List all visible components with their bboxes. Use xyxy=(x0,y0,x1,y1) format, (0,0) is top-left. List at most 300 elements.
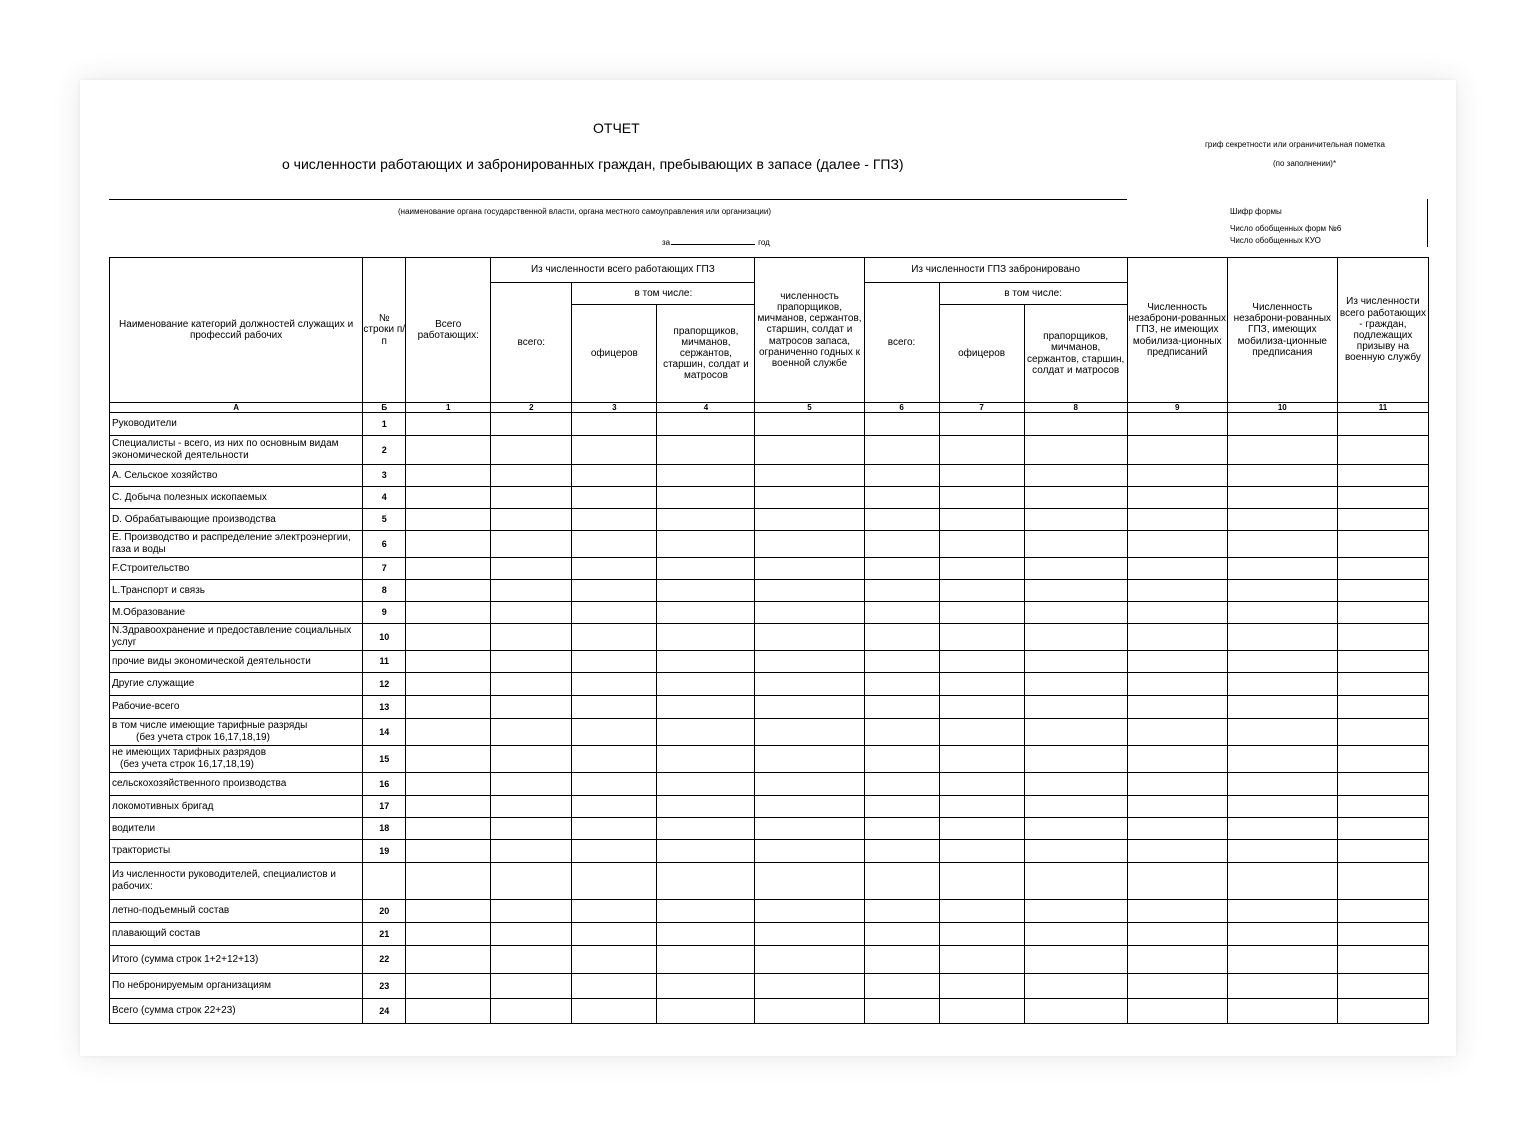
data-cell[interactable] xyxy=(491,818,572,840)
data-cell[interactable] xyxy=(755,413,864,436)
period-year-field[interactable] xyxy=(671,236,755,245)
data-cell[interactable] xyxy=(1337,487,1428,509)
data-cell[interactable] xyxy=(1127,863,1227,900)
data-cell[interactable] xyxy=(1227,651,1337,673)
row-label xyxy=(110,465,363,487)
data-cell[interactable] xyxy=(491,673,572,696)
data-cell[interactable] xyxy=(1227,900,1337,923)
data-cell[interactable] xyxy=(1024,796,1127,818)
data-cell[interactable] xyxy=(572,487,657,509)
data-cell[interactable] xyxy=(657,436,755,465)
data-cell[interactable] xyxy=(864,602,939,624)
data-cell[interactable] xyxy=(491,719,572,746)
data-cell[interactable] xyxy=(1024,900,1127,923)
data-cell[interactable] xyxy=(1024,509,1127,531)
data-cell[interactable] xyxy=(1127,818,1227,840)
data-cell[interactable] xyxy=(755,531,864,558)
data-cell[interactable] xyxy=(1227,946,1337,974)
data-cell[interactable] xyxy=(1227,436,1337,465)
data-cell[interactable] xyxy=(406,796,491,818)
col-header-row-no: № строки п/п xyxy=(363,258,406,403)
data-cell[interactable] xyxy=(572,796,657,818)
data-cell[interactable] xyxy=(755,719,864,746)
data-cell[interactable] xyxy=(406,818,491,840)
data-cell[interactable] xyxy=(1227,773,1337,796)
data-cell[interactable] xyxy=(406,436,491,465)
data-cell[interactable] xyxy=(406,413,491,436)
data-cell[interactable] xyxy=(491,602,572,624)
data-cell[interactable] xyxy=(491,946,572,974)
data-cell[interactable] xyxy=(939,413,1024,436)
data-cell[interactable] xyxy=(755,436,864,465)
data-cell[interactable] xyxy=(1024,818,1127,840)
data-cell[interactable] xyxy=(491,436,572,465)
data-cell[interactable] xyxy=(572,719,657,746)
data-cell[interactable] xyxy=(1024,487,1127,509)
data-cell[interactable] xyxy=(864,673,939,696)
row-label-text: сельскохозяйственного производства xyxy=(112,778,287,789)
data-cell[interactable] xyxy=(755,818,864,840)
data-cell[interactable] xyxy=(864,946,939,974)
data-cell[interactable] xyxy=(939,651,1024,673)
data-cell[interactable] xyxy=(1337,436,1428,465)
data-cell[interactable] xyxy=(755,746,864,773)
data-cell[interactable] xyxy=(406,696,491,719)
data-cell[interactable] xyxy=(572,746,657,773)
data-cell[interactable] xyxy=(657,509,755,531)
data-cell[interactable] xyxy=(572,651,657,673)
data-cell[interactable] xyxy=(491,413,572,436)
data-cell[interactable] xyxy=(1127,673,1227,696)
data-cell[interactable] xyxy=(1337,818,1428,840)
data-cell[interactable] xyxy=(1024,974,1127,999)
data-cell[interactable] xyxy=(939,531,1024,558)
data-cell[interactable] xyxy=(572,946,657,974)
data-cell[interactable] xyxy=(1337,999,1428,1024)
data-cell[interactable] xyxy=(1127,974,1227,999)
data-cell[interactable] xyxy=(406,602,491,624)
data-cell[interactable] xyxy=(755,773,864,796)
data-cell[interactable] xyxy=(755,651,864,673)
data-cell[interactable] xyxy=(939,673,1024,696)
data-cell[interactable] xyxy=(491,558,572,580)
data-cell[interactable] xyxy=(1227,863,1337,900)
data-cell[interactable] xyxy=(1024,651,1127,673)
data-cell[interactable] xyxy=(864,796,939,818)
data-cell[interactable] xyxy=(572,923,657,946)
data-cell[interactable] xyxy=(864,580,939,602)
data-cell[interactable] xyxy=(1337,413,1428,436)
data-cell[interactable] xyxy=(755,923,864,946)
data-cell[interactable] xyxy=(755,900,864,923)
data-cell[interactable] xyxy=(406,999,491,1024)
data-cell[interactable] xyxy=(657,923,755,946)
data-cell[interactable] xyxy=(1127,923,1227,946)
data-cell[interactable] xyxy=(406,673,491,696)
data-cell[interactable] xyxy=(491,651,572,673)
data-cell[interactable] xyxy=(1337,719,1428,746)
data-cell[interactable] xyxy=(491,531,572,558)
data-cell[interactable] xyxy=(406,651,491,673)
col-header-total-workers: Всего работающих: xyxy=(406,258,491,403)
data-cell[interactable] xyxy=(864,974,939,999)
data-cell[interactable] xyxy=(755,602,864,624)
data-cell[interactable] xyxy=(657,602,755,624)
data-cell[interactable] xyxy=(939,602,1024,624)
data-cell[interactable] xyxy=(572,900,657,923)
data-cell[interactable] xyxy=(657,999,755,1024)
data-cell[interactable] xyxy=(864,863,939,900)
data-cell[interactable] xyxy=(572,436,657,465)
data-cell[interactable] xyxy=(1227,974,1337,999)
data-cell[interactable] xyxy=(1127,999,1227,1024)
row-number: 5 xyxy=(363,509,406,531)
data-cell[interactable] xyxy=(572,580,657,602)
data-cell[interactable] xyxy=(657,974,755,999)
data-cell[interactable] xyxy=(572,624,657,651)
table-row xyxy=(110,900,1429,923)
data-cell[interactable] xyxy=(406,531,491,558)
data-cell[interactable] xyxy=(572,531,657,558)
data-cell[interactable] xyxy=(572,558,657,580)
data-cell[interactable] xyxy=(1024,673,1127,696)
data-cell[interactable] xyxy=(406,558,491,580)
data-cell[interactable] xyxy=(1227,818,1337,840)
data-cell[interactable] xyxy=(572,773,657,796)
row-number: 6 xyxy=(363,531,406,558)
row-label xyxy=(110,696,363,719)
data-cell[interactable] xyxy=(1127,509,1227,531)
data-cell[interactable] xyxy=(1024,531,1127,558)
data-cell[interactable] xyxy=(491,509,572,531)
data-cell[interactable] xyxy=(1337,863,1428,900)
data-cell[interactable] xyxy=(939,946,1024,974)
data-cell[interactable] xyxy=(1127,580,1227,602)
data-cell[interactable] xyxy=(657,840,755,863)
data-cell[interactable] xyxy=(1127,796,1227,818)
row-label-text: Специалисты - всего, из них по основным видам экономической деятельности xyxy=(112,438,339,461)
data-cell[interactable] xyxy=(657,900,755,923)
data-cell[interactable] xyxy=(939,974,1024,999)
data-cell[interactable] xyxy=(491,696,572,719)
data-cell[interactable] xyxy=(406,773,491,796)
data-cell[interactable] xyxy=(572,999,657,1024)
data-cell[interactable] xyxy=(864,840,939,863)
data-cell[interactable] xyxy=(657,773,755,796)
data-cell[interactable] xyxy=(572,863,657,900)
data-cell[interactable] xyxy=(1337,558,1428,580)
data-cell[interactable] xyxy=(1024,465,1127,487)
data-cell[interactable] xyxy=(1024,923,1127,946)
data-cell[interactable] xyxy=(1024,558,1127,580)
data-cell[interactable] xyxy=(1127,651,1227,673)
row-label xyxy=(110,946,363,974)
data-cell[interactable] xyxy=(1127,465,1227,487)
data-cell[interactable] xyxy=(1227,558,1337,580)
data-cell[interactable] xyxy=(864,624,939,651)
data-cell[interactable] xyxy=(1337,673,1428,696)
data-cell[interactable] xyxy=(1024,602,1127,624)
data-cell[interactable] xyxy=(1024,746,1127,773)
data-cell[interactable] xyxy=(755,509,864,531)
data-cell[interactable] xyxy=(1337,974,1428,999)
data-cell[interactable] xyxy=(864,923,939,946)
data-cell[interactable] xyxy=(1227,673,1337,696)
data-cell[interactable] xyxy=(1127,946,1227,974)
data-cell[interactable] xyxy=(1227,580,1337,602)
data-cell[interactable] xyxy=(864,818,939,840)
organization-caption: (наименование органа государственной власти, органа местного самоуправления или организации) xyxy=(398,207,772,216)
data-cell[interactable] xyxy=(1024,436,1127,465)
data-cell[interactable] xyxy=(1337,923,1428,946)
data-cell[interactable] xyxy=(406,840,491,863)
data-cell[interactable] xyxy=(939,999,1024,1024)
data-cell[interactable] xyxy=(406,923,491,946)
data-cell[interactable] xyxy=(755,580,864,602)
data-cell[interactable] xyxy=(406,719,491,746)
data-cell[interactable] xyxy=(657,413,755,436)
data-cell[interactable] xyxy=(864,465,939,487)
data-cell[interactable] xyxy=(1227,719,1337,746)
row-label-text: Е. Производство и распределение электроэнергии, газа и воды xyxy=(112,532,351,555)
data-cell[interactable] xyxy=(491,900,572,923)
row-number: 22 xyxy=(363,946,406,974)
data-cell[interactable] xyxy=(1337,651,1428,673)
data-cell[interactable] xyxy=(1337,773,1428,796)
data-cell[interactable] xyxy=(1127,602,1227,624)
data-cell[interactable] xyxy=(1227,531,1337,558)
data-cell[interactable] xyxy=(572,696,657,719)
data-cell[interactable] xyxy=(491,487,572,509)
data-cell[interactable] xyxy=(1337,465,1428,487)
data-cell[interactable] xyxy=(939,746,1024,773)
data-cell[interactable] xyxy=(864,746,939,773)
data-cell[interactable] xyxy=(755,696,864,719)
data-cell[interactable] xyxy=(1227,999,1337,1024)
data-cell[interactable] xyxy=(1337,840,1428,863)
data-cell[interactable] xyxy=(406,974,491,999)
data-cell[interactable] xyxy=(1127,558,1227,580)
organization-name-field[interactable] xyxy=(109,199,1127,200)
data-cell[interactable] xyxy=(1024,696,1127,719)
data-cell[interactable] xyxy=(491,796,572,818)
data-cell[interactable] xyxy=(657,531,755,558)
data-cell[interactable] xyxy=(939,436,1024,465)
row-label-text: локомотивных бригад xyxy=(112,800,214,812)
data-cell[interactable] xyxy=(755,796,864,818)
data-cell[interactable] xyxy=(572,465,657,487)
data-cell[interactable] xyxy=(491,746,572,773)
data-cell[interactable] xyxy=(864,487,939,509)
data-cell[interactable] xyxy=(1337,580,1428,602)
data-cell[interactable] xyxy=(657,465,755,487)
data-cell[interactable] xyxy=(1227,796,1337,818)
data-cell[interactable] xyxy=(1024,719,1127,746)
data-cell[interactable] xyxy=(572,818,657,840)
data-cell[interactable] xyxy=(1337,509,1428,531)
data-cell[interactable] xyxy=(1127,436,1227,465)
data-cell[interactable] xyxy=(1127,696,1227,719)
data-cell[interactable] xyxy=(1024,773,1127,796)
data-cell[interactable] xyxy=(657,719,755,746)
data-cell[interactable] xyxy=(939,558,1024,580)
row-number: 20 xyxy=(363,900,406,923)
data-cell[interactable] xyxy=(491,923,572,946)
data-cell[interactable] xyxy=(939,863,1024,900)
data-cell[interactable] xyxy=(657,624,755,651)
row-label-text: D. Обрабатывающие производства xyxy=(112,513,276,525)
data-cell[interactable] xyxy=(939,923,1024,946)
data-cell[interactable] xyxy=(491,863,572,900)
data-cell[interactable] xyxy=(864,436,939,465)
data-cell[interactable] xyxy=(1227,413,1337,436)
data-cell[interactable] xyxy=(864,558,939,580)
data-cell[interactable] xyxy=(1227,746,1337,773)
data-cell[interactable] xyxy=(406,946,491,974)
data-cell[interactable] xyxy=(491,580,572,602)
data-cell[interactable] xyxy=(755,673,864,696)
row-number: 19 xyxy=(363,840,406,863)
data-cell[interactable] xyxy=(939,818,1024,840)
data-cell[interactable] xyxy=(1337,696,1428,719)
data-cell[interactable] xyxy=(1127,746,1227,773)
data-cell[interactable] xyxy=(755,946,864,974)
data-cell[interactable] xyxy=(939,773,1024,796)
data-cell[interactable] xyxy=(939,719,1024,746)
data-cell[interactable] xyxy=(755,624,864,651)
data-cell[interactable] xyxy=(755,487,864,509)
data-cell[interactable] xyxy=(864,900,939,923)
data-cell[interactable] xyxy=(406,465,491,487)
data-cell[interactable] xyxy=(1337,796,1428,818)
right-block-divider xyxy=(1427,199,1428,247)
data-cell[interactable] xyxy=(939,900,1024,923)
data-cell[interactable] xyxy=(406,580,491,602)
data-cell[interactable] xyxy=(1337,900,1428,923)
data-cell[interactable] xyxy=(1127,773,1227,796)
data-cell[interactable] xyxy=(1127,840,1227,863)
data-cell[interactable] xyxy=(1024,624,1127,651)
data-cell[interactable] xyxy=(1127,719,1227,746)
data-cell[interactable] xyxy=(491,974,572,999)
row-label xyxy=(110,999,363,1024)
data-cell[interactable] xyxy=(572,602,657,624)
data-cell[interactable] xyxy=(864,531,939,558)
data-cell[interactable] xyxy=(572,509,657,531)
data-cell[interactable] xyxy=(491,773,572,796)
data-cell[interactable] xyxy=(1127,531,1227,558)
data-cell[interactable] xyxy=(755,840,864,863)
data-cell[interactable] xyxy=(755,863,864,900)
data-cell[interactable] xyxy=(572,974,657,999)
data-cell[interactable] xyxy=(755,465,864,487)
data-cell[interactable] xyxy=(755,999,864,1024)
data-cell[interactable] xyxy=(657,863,755,900)
data-cell[interactable] xyxy=(1337,946,1428,974)
data-cell[interactable] xyxy=(657,946,755,974)
row-label xyxy=(110,773,363,796)
data-cell[interactable] xyxy=(864,509,939,531)
data-cell[interactable] xyxy=(406,746,491,773)
data-cell[interactable] xyxy=(657,558,755,580)
data-cell[interactable] xyxy=(864,696,939,719)
data-cell[interactable] xyxy=(1337,602,1428,624)
data-cell[interactable] xyxy=(1127,487,1227,509)
data-cell[interactable] xyxy=(491,465,572,487)
data-cell[interactable] xyxy=(1227,840,1337,863)
data-cell[interactable] xyxy=(1227,923,1337,946)
data-cell[interactable] xyxy=(939,580,1024,602)
data-cell[interactable] xyxy=(1227,509,1337,531)
row-label xyxy=(110,796,363,818)
data-cell[interactable] xyxy=(406,624,491,651)
data-cell[interactable] xyxy=(572,840,657,863)
data-cell[interactable] xyxy=(406,509,491,531)
data-cell[interactable] xyxy=(864,651,939,673)
report-title: ОТЧЕТ xyxy=(593,120,640,136)
data-cell[interactable] xyxy=(1227,624,1337,651)
data-cell[interactable] xyxy=(491,624,572,651)
data-cell[interactable] xyxy=(939,796,1024,818)
data-cell[interactable] xyxy=(1227,696,1337,719)
data-cell[interactable] xyxy=(1024,946,1127,974)
data-cell[interactable] xyxy=(1024,580,1127,602)
data-cell[interactable] xyxy=(1127,413,1227,436)
data-cell[interactable] xyxy=(939,509,1024,531)
data-cell[interactable] xyxy=(491,840,572,863)
data-cell[interactable] xyxy=(657,673,755,696)
data-cell[interactable] xyxy=(491,999,572,1024)
data-cell[interactable] xyxy=(939,465,1024,487)
data-cell[interactable] xyxy=(657,696,755,719)
data-cell[interactable] xyxy=(657,796,755,818)
data-cell[interactable] xyxy=(657,746,755,773)
data-cell[interactable] xyxy=(864,719,939,746)
data-cell[interactable] xyxy=(572,413,657,436)
data-cell[interactable] xyxy=(1127,900,1227,923)
data-cell[interactable] xyxy=(939,487,1024,509)
data-cell[interactable] xyxy=(1024,840,1127,863)
data-cell[interactable] xyxy=(1227,487,1337,509)
data-cell[interactable] xyxy=(1227,465,1337,487)
data-cell[interactable] xyxy=(657,487,755,509)
data-cell[interactable] xyxy=(1024,999,1127,1024)
data-cell[interactable] xyxy=(755,974,864,999)
data-cell[interactable] xyxy=(1227,602,1337,624)
data-cell[interactable] xyxy=(406,900,491,923)
data-cell[interactable] xyxy=(1127,624,1227,651)
data-cell[interactable] xyxy=(1337,531,1428,558)
data-cell[interactable] xyxy=(572,673,657,696)
data-cell[interactable] xyxy=(755,558,864,580)
data-cell[interactable] xyxy=(1024,413,1127,436)
data-cell[interactable] xyxy=(939,840,1024,863)
data-cell[interactable] xyxy=(1337,624,1428,651)
data-cell[interactable] xyxy=(939,696,1024,719)
data-cell[interactable] xyxy=(657,580,755,602)
data-cell[interactable] xyxy=(864,999,939,1024)
data-cell[interactable] xyxy=(1337,746,1428,773)
data-cell[interactable] xyxy=(1024,863,1127,900)
data-cell[interactable] xyxy=(939,624,1024,651)
data-cell[interactable] xyxy=(657,651,755,673)
data-cell[interactable] xyxy=(406,487,491,509)
data-cell[interactable] xyxy=(864,773,939,796)
data-cell[interactable] xyxy=(657,818,755,840)
row-label-text: L.Транспорт и связь xyxy=(112,584,205,596)
data-cell[interactable] xyxy=(406,863,491,900)
data-cell[interactable] xyxy=(864,413,939,436)
